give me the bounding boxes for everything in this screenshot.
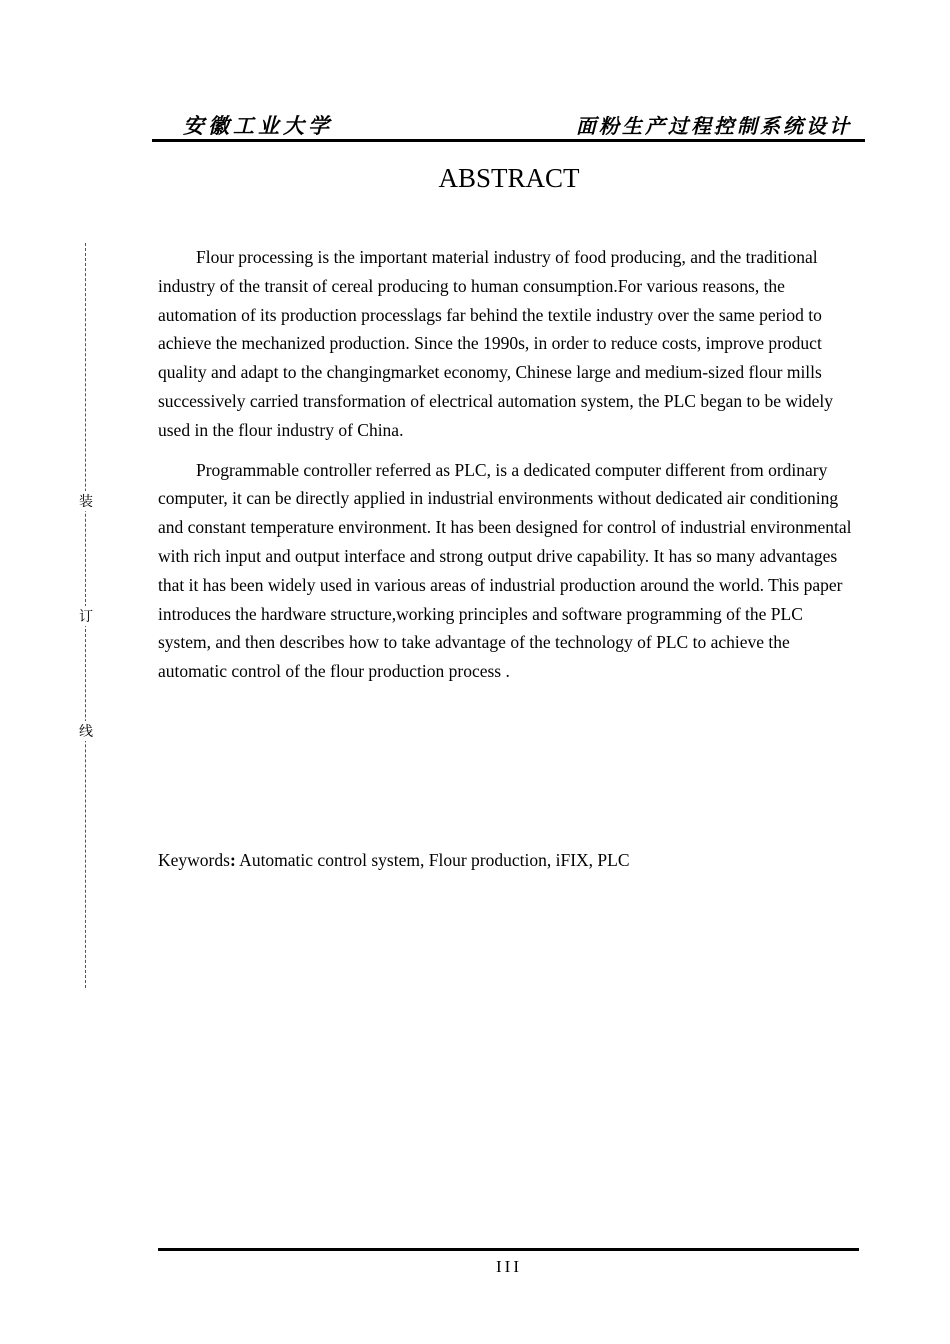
abstract-paragraph-1: Flour processing is the important material industry of food producing, and the traditional industry of the transit of cereal producing to human consumption.For various reasons, the automation of its production processlags far behind the textile industry over the same period to achieve the mechanized production. Since the 1990s, in order to reduce costs, improve product quality and adapt to the changingmarket economy, Chinese large and medium-sized flour mills successively carried transformation of electrical automation system, the PLC began to be widely used in the flour industry of China. [158,247,833,440]
keywords-colon: : [229,850,236,870]
keywords-line [158,850,630,871]
footer-rule [158,1248,859,1251]
abstract-paragraph-2: Programmable controller referred as PLC, is a dedicated computer different from ordinary computer, it can be directly applied in industrial environments without dedicated air conditioning and constant temperature environment. It has been designed for control of industrial environmental with rich input and output interface and strong output drive capability. It has so many advantages that it has been widely used in various areas of industrial production around the world. This paper introduces the hardware structure,working principles and software programming of the PLC system, and then describes how to take advantage of the technology of PLC to achieve the automatic control of the flour production process . [158,459,852,682]
header-thesis-title: 面粉生产过程控制系统设计 [576,114,852,138]
binding-char-zhuang: 装 [78,491,94,511]
keywords-text: Automatic control system, Flour production, iFIX, PLC [235,850,630,870]
abstract-body [158,243,853,697]
binding-char-ding: 订 [78,606,94,626]
header-rule [152,139,865,142]
page-title: ABSTRACT [438,163,580,193]
page-number: III [496,1257,522,1276]
binding-char-xian: 线 [78,721,94,741]
keywords-label: Keywords [158,850,230,870]
binding-line [78,243,94,988]
header-university: 安徽工业大学 [183,114,333,138]
